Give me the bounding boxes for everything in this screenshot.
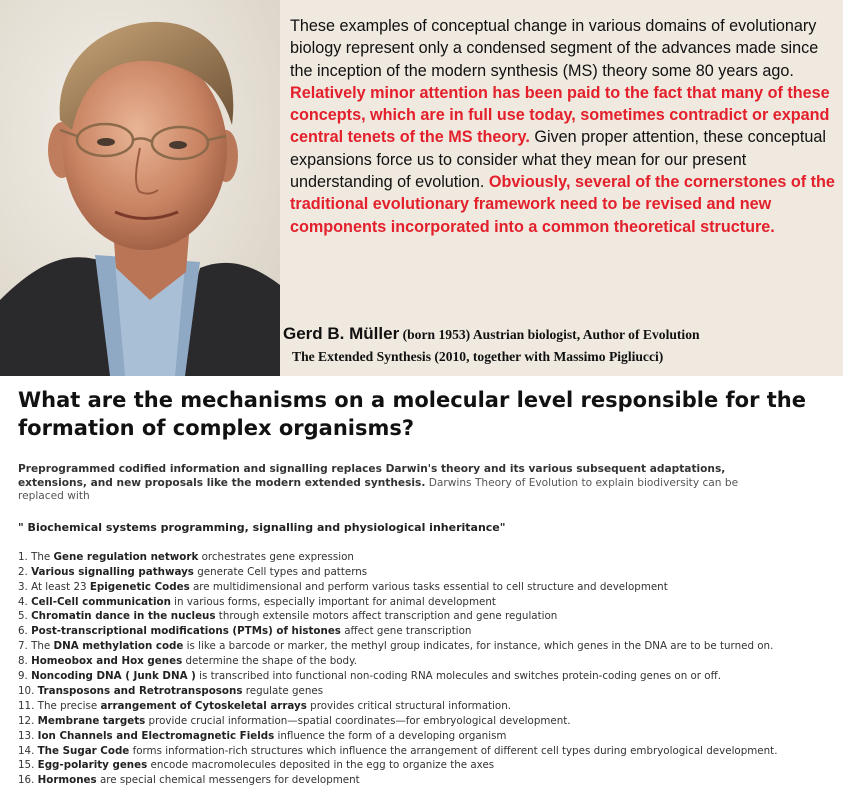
list-item-post: through extensile motors affect transcription and gene regulation [215, 610, 558, 623]
list-item [18, 654, 838, 669]
list-item-bold: Egg-polarity genes [37, 759, 148, 772]
list-item-post: in various forms, especially important for animal development [170, 595, 496, 608]
list-item-post: determine the shape of the body. [182, 655, 357, 668]
list-item-bold: Post-transcriptional modifications (PTMs) of histones [31, 625, 341, 638]
list-item-num: 1. [18, 550, 32, 563]
list-subtitle: " Biochemical systems programming, signalling and physiological inheritance" [18, 520, 506, 534]
list-item-post: generate Cell types and patterns [193, 565, 368, 578]
list-item [18, 699, 838, 714]
author-name: Gerd B. Müller [283, 324, 400, 343]
quote-panel [0, 0, 843, 376]
quote-highlight-1: Relatively minor attention has been paid to the fact that many of these concepts, which are in full use today, sometimes contradict or expand central tenets of the MS theory. [290, 83, 830, 147]
list-item [18, 684, 838, 699]
attribution [283, 323, 843, 368]
intro-light: Darwins Theory of Evolution to explain biodiversity can be replaced with [18, 476, 739, 503]
list-item-num: 10. [18, 684, 38, 697]
list-item-num: 16. [18, 774, 38, 787]
list-item-num: 9. [18, 670, 32, 683]
list-item-bold: DNA methylation code [53, 640, 184, 653]
list-item-bold: Cell-Cell communication [31, 595, 171, 608]
list-item-post: provide crucial information—spatial coordinates—for embryological development. [145, 714, 571, 727]
list-item-post: encode macromolecules deposited in the egg to organize the axes [147, 759, 495, 772]
list-item-num: 14. [18, 744, 38, 757]
list-item-pre: The precise [37, 699, 101, 712]
list-item-num: 15. [18, 759, 38, 772]
list-item-num: 7. [18, 640, 32, 653]
list-item-bold: Homeobox and Hox genes [31, 655, 183, 668]
list-item-num: 12. [18, 714, 38, 727]
list-item [18, 669, 838, 684]
list-item-post: affect gene transcription [340, 625, 472, 638]
list-item-bold: Chromatin dance in the nucleus [31, 610, 216, 623]
list-item-bold: Membrane targets [37, 714, 146, 727]
author-description: (born 1953) Austrian biologist, Author of Evolution [402, 327, 700, 342]
list-item-post: are multidimensional and perform various tasks essential to cell structure and development [189, 580, 668, 593]
headline: What are the mechanisms on a molecular level responsible for the formation of complex organisms? [18, 388, 806, 440]
list-item-bold: arrangement of Cytoskeletal arrays [100, 699, 307, 712]
list-item-bold: Transposons and Retrotransposons [37, 684, 243, 697]
list-item [18, 758, 838, 773]
list-item-num: 4. [18, 595, 32, 608]
list-item-bold: Epigenetic Codes [89, 580, 190, 593]
list-item-post: are special chemical messengers for development [96, 774, 360, 787]
portrait-photo [0, 0, 280, 376]
mechanisms-list [18, 550, 838, 789]
list-item [18, 714, 838, 729]
book-reference: The Extended Synthesis (2010, together with Massimo Pigliucci) [292, 349, 664, 364]
list-item-post: regulate genes [242, 684, 324, 697]
list-item-post: orchestrates gene expression [198, 550, 354, 563]
list-item-post: is like a barcode or marker, the methyl group indicates, for instance, which genes in the DNA are to be turned on. [183, 640, 774, 653]
list-item [18, 609, 838, 624]
list-item-bold: Various signalling pathways [31, 565, 194, 578]
list-item-bold: Ion Channels and Electromagnetic Fields [37, 729, 275, 742]
list-item-bold: The Sugar Code [37, 744, 130, 757]
list-item-num: 13. [18, 729, 38, 742]
intro-paragraph [18, 463, 763, 504]
quote-text [290, 15, 838, 238]
list-item-post: provides critical structural information. [306, 699, 512, 712]
list-item [18, 744, 838, 759]
list-item-post: is transcribed into functional non-coding RNA molecules and switches protein-coding genes on or off. [195, 670, 721, 683]
list-item-num: 6. [18, 625, 32, 638]
list-item [18, 729, 838, 744]
list-item [18, 595, 838, 610]
list-item [18, 565, 838, 580]
list-item-bold: Hormones [37, 774, 97, 787]
quote-part-2: Given proper attention, these conceptual expansions force us to consider what they mean for our present understanding of evolution. [290, 128, 826, 192]
list-item-pre: The [31, 550, 54, 563]
list-item-pre: At least 23 [31, 580, 90, 593]
list-item-pre: The [31, 640, 54, 653]
list-item [18, 580, 838, 595]
intro-bold: Preprogrammed codified information and signalling replaces Darwin's theory and its various subsequent adaptations, extensions, and new proposals like the modern extended synthesis. [18, 463, 726, 489]
list-item-num: 5. [18, 610, 32, 623]
list-item-num: 3. [18, 580, 32, 593]
list-item-num: 2. [18, 565, 32, 578]
quote-highlight-2: Obviously, several of the cornerstones of the traditional evolutionary framework need to be revised and new components incorporated into a common theoretical structure. [290, 173, 835, 236]
list-item-num: 11. [18, 699, 38, 712]
list-item [18, 639, 838, 654]
list-item-bold: Noncoding DNA ( Junk DNA ) [31, 670, 196, 683]
list-item-bold: Gene regulation network [53, 550, 199, 563]
list-item [18, 773, 838, 788]
quote-part-1: These examples of conceptual change in various domains of evolutionary biology represent only a condensed segment of the advances made since the inception of the modern synthesis (MS) theory some 80 years ago. [290, 17, 819, 80]
list-item [18, 624, 838, 639]
list-item-post: influence the form of a developing organism [274, 729, 507, 742]
list-item-post: forms information-rich structures which influence the arrangement of different cell types during embryological development. [129, 744, 778, 757]
list-item-num: 8. [18, 655, 32, 668]
list-item [18, 550, 838, 565]
article-body [18, 386, 838, 788]
